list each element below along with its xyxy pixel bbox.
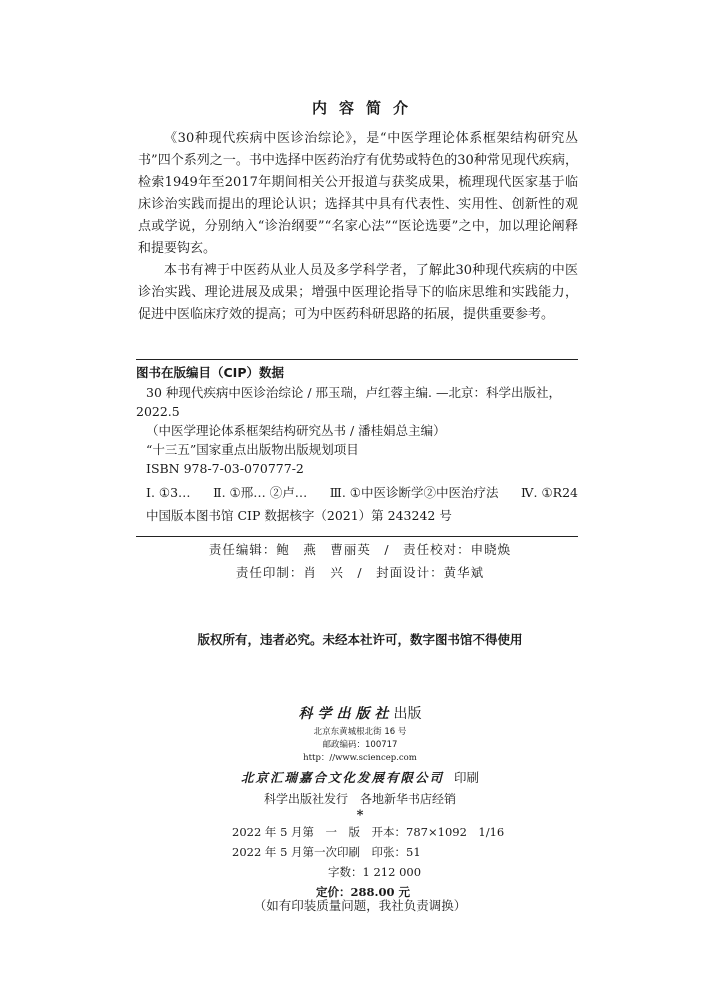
price-value: 288.00 元 — [350, 885, 411, 899]
intro-body — [138, 128, 578, 326]
editor-credits — [0, 538, 720, 584]
cip-classification — [136, 483, 578, 502]
editor-line: 责任印制：肖 兴 / 封面设计：黄华斌 — [235, 565, 485, 580]
cip-class-item: Ⅲ. ①中医诊断学②中医治疗法 — [329, 485, 499, 500]
cip-top-rule — [136, 359, 578, 360]
cip-bottom-rule — [136, 536, 578, 537]
separator-star: * — [356, 808, 364, 823]
publisher-logo-text: 科学出版社 — [298, 706, 394, 722]
imprint-block — [0, 702, 720, 823]
cip-class-item: Ⅳ. ①R24 — [521, 485, 578, 500]
cip-title-line: 30 种现代疾病中医诊治综论 / 邢玉瑞，卢红蓉主编. —北京：科学出版社，2022.5 — [136, 385, 561, 419]
edition-line: 2022 年 5 月第 一 版 开本：787×1092 1/16 — [232, 825, 505, 839]
cip-block — [136, 363, 578, 525]
specifications — [200, 822, 540, 902]
cip-series-line: （中医学理论体系框架结构研究丛书 / 潘桂娟总主编） — [146, 423, 446, 438]
distribution-line: 科学出版社发行 各地新华书店经销 — [263, 792, 456, 806]
cip-isbn: ISBN 978-7-03-070777-2 — [146, 461, 304, 476]
cip-class-item: Ⅰ. ①3… — [146, 485, 191, 500]
publisher-suffix: 出版 — [393, 706, 422, 722]
intro-title: 内容简介 — [311, 99, 420, 117]
printing-line: 2022 年 5 月第一次印刷 印张：51 — [232, 845, 421, 859]
intro-paragraph: 《30种现代疾病中医诊治综论》，是“中医学理论体系框架结构研究丛书”四个系列之一。书中选择中医药治疗有优势或特色的30种常见现代疾病，检索1949年至2017年期间相关公开报道与获奖成果，梳理现代医家基于临床诊治实践而提出的理论认识；选择其中具有代表性、实用性、创新性的观点或学说，分别纳入“诊治纲要”“名家心法”“医论选要”之中，加以理论阐释和提要钩玄。 — [138, 131, 578, 256]
cip-class-item: Ⅱ. ①邢… ②卢… — [213, 485, 308, 500]
publisher-line — [0, 702, 720, 726]
intro-paragraph: 本书有裨于中医药从业人员及多学科学者，了解此30种现代疾病的中医诊治实践、理论进展及成果；增强中医理论指导下的临床思维和实践能力，促进中医临床疗效的提高；可为中医药科研思路的拓展，提供重要参考。 — [138, 263, 578, 322]
printer-name: 北京汇瑞嘉合文化发展有限公司 — [240, 770, 444, 785]
price-label: 定价： — [316, 885, 351, 899]
cip-natlib-number: 中国版本图书馆 CIP 数据核字（2021）第 243242 号 — [146, 508, 452, 523]
cip-heading: 图书在版编目（CIP）数据 — [136, 365, 284, 380]
cip-project-line: “十三五”国家重点出版物出版规划项目 — [146, 442, 359, 457]
printer-line — [0, 767, 720, 789]
publisher-address: 北京东黄城根北街 16 号 — [313, 727, 407, 737]
publisher-postcode: 邮政编码：100717 — [322, 740, 398, 750]
quality-guarantee: （如有印装质量问题，我社负责调换） — [253, 898, 467, 913]
wordcount-line: 字数：1 212 000 — [328, 865, 422, 879]
copyright-notice: 版权所有，违者必究。未经本社许可，数字图书馆不得使用 — [197, 632, 523, 647]
editor-line: 责任编辑：鲍 燕 曹丽英 / 责任校对：申晓焕 — [208, 542, 512, 557]
printer-suffix: 印刷 — [454, 770, 480, 785]
publisher-url: http：//www.sciencep.com — [303, 753, 417, 763]
